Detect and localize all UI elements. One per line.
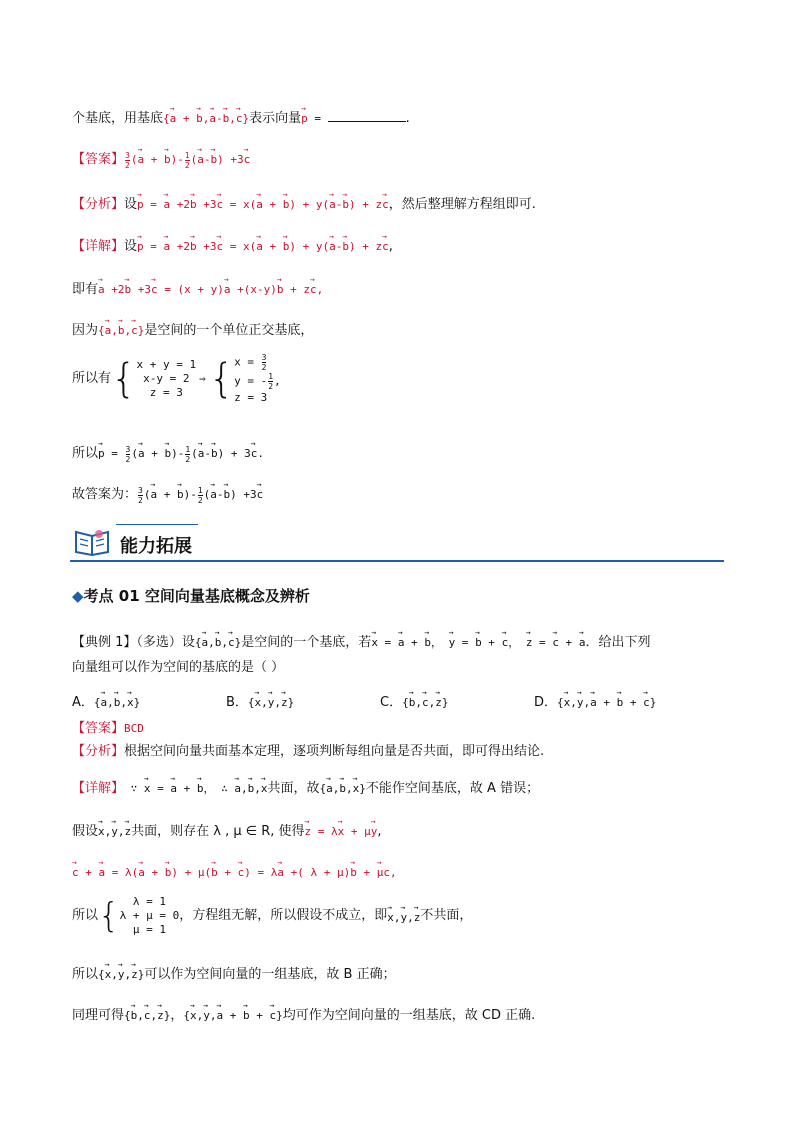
- option-b: [226, 690, 294, 712]
- text: 所以: [72, 908, 99, 923]
- answer-text: BCD: [124, 722, 144, 735]
- analysis-label: 【分析】: [72, 197, 125, 212]
- text-line: [72, 860, 397, 882]
- solution-system: x = $\frac{3}{2}$ y = - $\frac{1}{2}$ , z = 3: [234, 353, 281, 404]
- text: ， ∴: [203, 782, 235, 795]
- example-label: 【典例 1】: [72, 635, 137, 650]
- equation-system: x + y = 1 x-y = 2 z = 3: [136, 358, 197, 399]
- formula: {→ x,→ y,→ a + → b + → c}: [183, 1009, 282, 1022]
- formula: {→ a,→ b,→ c}: [195, 636, 241, 649]
- analysis-line: [72, 743, 544, 761]
- topic-heading: [72, 585, 310, 606]
- detail-line: [72, 776, 539, 798]
- text: =: [307, 112, 328, 125]
- text: 个基底，用基底: [72, 111, 164, 126]
- text: ．给出下列: [585, 635, 651, 650]
- text: 不共面，: [420, 908, 473, 923]
- formula: → p = → a +2→ b +3→ c = x(→ a + → b) + y(→ a-→ b) + z→ c: [137, 240, 389, 253]
- topic-title: 考点 01 空间向量基底概念及辨析: [83, 587, 310, 605]
- formula: → x,→ y,→ z: [387, 911, 420, 924]
- text: 可以作为空间向量的一组基底，故 B 正确；: [144, 967, 396, 982]
- formula: → z = λ→ x + μ→ y: [305, 825, 378, 838]
- text: 即有: [72, 282, 99, 297]
- formula: → x = → a + → b， → y = → b + → c， → z = → c + → a: [371, 636, 585, 649]
- formula: {→ b,→ c,→ z}: [124, 1009, 170, 1022]
- brace: {: [111, 356, 137, 402]
- text: 根据空间向量共面基本定理，逐项判断每组向量是否共面，即可得出结论.: [124, 744, 545, 759]
- detail-label: 【详解】: [72, 239, 125, 254]
- text: 向量组可以作为空间的基底的是（ ）: [72, 660, 285, 675]
- diamond-icon: ◆: [72, 587, 84, 605]
- text-line: [72, 819, 382, 841]
- example-line: [72, 659, 284, 677]
- section-header: [70, 522, 724, 562]
- text: 设: [124, 197, 138, 212]
- formula: {→ a,→ b,→ x}: [94, 696, 140, 709]
- text: 故答案为：: [72, 487, 138, 502]
- text-line: [72, 106, 410, 128]
- formula: $\frac{3}{2}$ (→ a + → b)- $\frac{1}{2}$ (→ a-→ b) +3→ c: [124, 153, 250, 166]
- option-label: A．: [72, 695, 94, 710]
- text: .: [405, 111, 410, 126]
- text: ，: [170, 1008, 184, 1023]
- formula: → a,→ b,→ x: [234, 782, 267, 795]
- text-line: [72, 482, 263, 505]
- answer-label: 【答案】: [72, 721, 125, 736]
- text: 不能作空间基底，故 A 错误；: [365, 781, 540, 796]
- formula: → x = → a + → b: [144, 782, 204, 795]
- section-rule: [70, 560, 724, 562]
- analysis-line: [72, 192, 536, 214]
- text: 共面，故: [267, 781, 320, 796]
- text-line: [72, 962, 396, 984]
- section-title: 能力拓展: [120, 536, 192, 557]
- formula: {→ x,→ y,→ z}: [248, 696, 294, 709]
- book-icon: [72, 526, 112, 556]
- text: 因为: [72, 323, 99, 338]
- equation-system: λ = 1 λ + μ = 0 μ = 1: [119, 895, 180, 936]
- detail-label: 【详解】: [72, 781, 125, 796]
- brace: {: [98, 896, 120, 936]
- formula: → a +2→ b +3→ c = (x + y)→ a +(x-y)→ b + z→ c,: [98, 283, 323, 296]
- formula: {→ a,→ b,→ c}: [98, 324, 144, 337]
- option-label: B．: [226, 695, 248, 710]
- answer-line: [72, 147, 250, 170]
- formula: → c + → a = λ(→ a + → b) + μ(→ b + → c) = λ→ a +( λ + μ)→ b + → μc,: [72, 866, 397, 879]
- formula: {→ a + → b,→ a-→ b,→ c}: [163, 112, 249, 125]
- text-line: [72, 318, 313, 340]
- text-line: [72, 1003, 535, 1025]
- formula: → p = $\frac{3}{2}$ (→ a + → b)- $\frac{1}{2}$ (→ a-→ b) + 3→ c.: [98, 447, 264, 460]
- option-c: [380, 690, 448, 712]
- option-a: [72, 690, 140, 712]
- text: 同理可得: [72, 1008, 125, 1023]
- text: ∵: [124, 782, 144, 795]
- text-line: [72, 277, 323, 299]
- text: 所以: [72, 446, 99, 461]
- formula: {→ x,→ y,→ z}: [98, 968, 144, 981]
- answer-blank: [328, 109, 406, 122]
- text: 设: [124, 239, 138, 254]
- text: ,: [377, 824, 382, 839]
- text: ，方程组无解，所以假设不成立，即: [179, 908, 388, 923]
- formula: {→ x,→ y,→ a + → b + → c}: [557, 696, 656, 709]
- text: 假设: [72, 824, 99, 839]
- text: 所以: [72, 967, 99, 982]
- text: 共面，则存在 λ , μ ∈ R, 使得: [131, 824, 305, 839]
- option-label: C．: [380, 695, 403, 710]
- text: ,: [388, 239, 393, 254]
- formula: {→ b,→ c,→ z}: [402, 696, 448, 709]
- text: 是空间的一个基底，若: [241, 635, 372, 650]
- text: 所以有: [72, 371, 112, 386]
- equation-system-line: [72, 895, 472, 943]
- formula: $\frac{3}{2}$ (→ a + → b)- $\frac{1}{2}$ (→ a-→ b) +3→ c: [137, 488, 263, 501]
- implies-symbol: ⇒: [199, 372, 206, 385]
- text: 均可作为空间向量的一组基底，故 CD 正确.: [282, 1008, 536, 1023]
- option-label: D．: [534, 695, 558, 710]
- text: 表示向量: [249, 111, 302, 126]
- option-d: [534, 690, 656, 712]
- answer-line: [72, 720, 144, 738]
- example-line: [72, 630, 650, 652]
- analysis-label: 【分析】: [72, 744, 125, 759]
- formula: → p: [301, 112, 308, 125]
- brace: {: [208, 356, 235, 402]
- answer-label: 【答案】: [72, 152, 125, 167]
- text: 是空间的一个单位正交基底，: [144, 323, 314, 338]
- equation-system-line: [72, 353, 281, 413]
- formula: {→ a,→ b,→ x}: [320, 782, 366, 795]
- text-line: [72, 441, 264, 464]
- formula: → x,→ y,→ z: [98, 825, 131, 838]
- text: （多选）设: [136, 635, 195, 650]
- text: ，然后整理解方程组即可.: [388, 197, 536, 212]
- section-top-rule: [116, 524, 198, 525]
- formula: → p = → a +2→ b +3→ c = x(→ a + → b) + y(→ a-→ b) + z→ c: [137, 198, 389, 211]
- detail-line: [72, 234, 393, 256]
